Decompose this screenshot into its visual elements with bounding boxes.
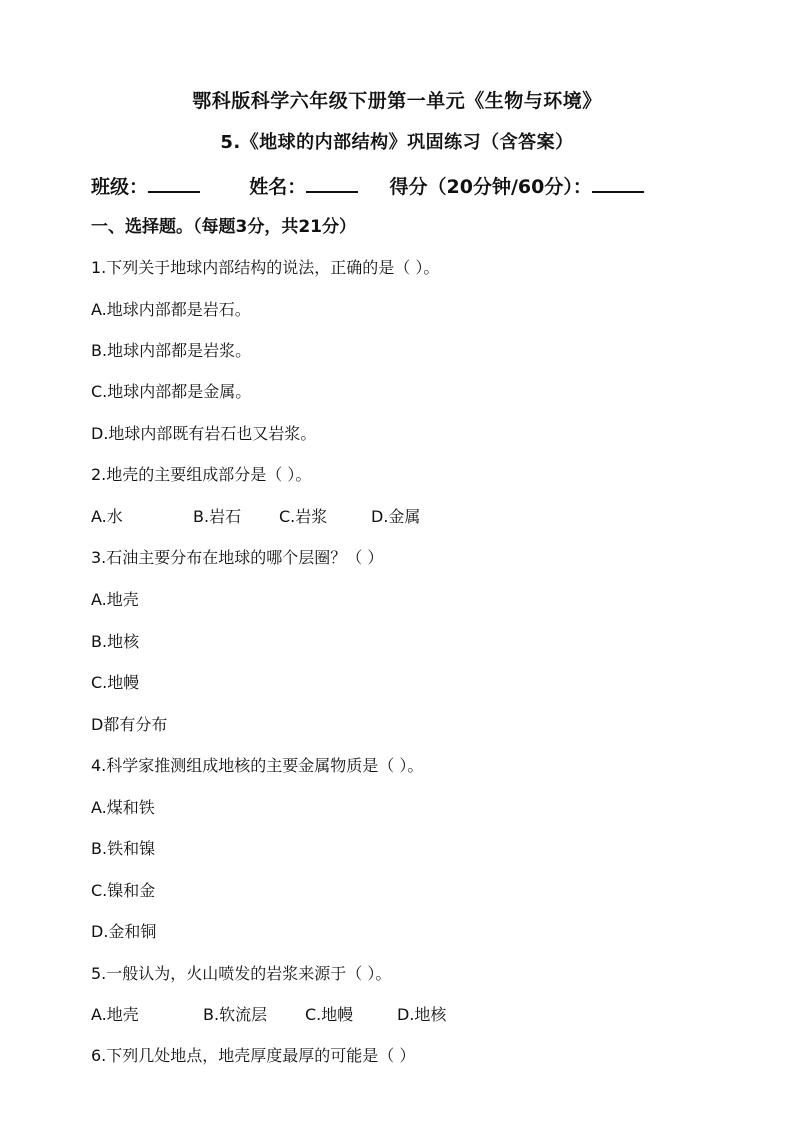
question-4: 4.科学家推测组成地核的主要金属物质是（ ）。 <box>91 756 424 775</box>
q5-option-c: C.地幔 <box>305 1005 354 1024</box>
q1-option-d: D.地球内部既有岩石也又岩浆。 <box>91 424 317 443</box>
page-subtitle: 5.《地球的内部结构》巩固练习（含答案） <box>220 132 574 153</box>
q2-option-c: C.岩浆 <box>279 507 328 526</box>
q1-option-b: B.地球内部都是岩浆。 <box>91 341 252 360</box>
q5-option-d: D.地核 <box>397 1005 447 1024</box>
section-heading: 一、选择题。（每题3分，共21分） <box>91 217 356 237</box>
q2-option-d: D.金属 <box>371 507 421 526</box>
score-label: 得分（20分钟/60分）： <box>389 176 592 198</box>
q3-option-d: D都有分布 <box>91 715 168 734</box>
q5-options-row <box>91 1002 446 1025</box>
q3-option-c: C.地幔 <box>91 673 140 692</box>
q1-option-a: A.地球内部都是岩石。 <box>91 300 251 319</box>
q5-option-b: B.软流层 <box>203 1005 268 1024</box>
q2-option-b: B.岩石 <box>193 507 242 526</box>
question-5: 5.一般认为，火山喷发的岩浆来源于（ ）。 <box>91 964 392 983</box>
name-blank <box>306 173 358 193</box>
q5-option-a: A.地壳 <box>91 1005 139 1024</box>
q2-options-row <box>91 504 420 527</box>
class-blank <box>148 173 200 193</box>
q4-option-a: A.煤和铁 <box>91 798 155 817</box>
question-6: 6.下列几处地点，地壳厚度最厚的可能是（ ） <box>91 1046 416 1065</box>
class-label: 班级： <box>91 176 149 198</box>
score-blank <box>592 173 644 193</box>
question-3: 3.石油主要分布在地球的哪个层圈？（ ） <box>91 548 384 567</box>
q4-option-b: B.铁和镍 <box>91 839 156 858</box>
q2-option-a: A.水 <box>91 507 123 526</box>
page-title: 鄂科版科学六年级下册第一单元《生物与环境》 <box>192 90 602 112</box>
q4-option-c: C.镍和金 <box>91 881 156 900</box>
student-info-row <box>91 172 644 199</box>
q3-option-b: B.地核 <box>91 632 140 651</box>
name-label: 姓名： <box>249 176 307 198</box>
q4-option-d: D.金和铜 <box>91 922 157 941</box>
q1-option-c: C.地球内部都是金属。 <box>91 382 252 401</box>
question-1: 1.下列关于地球内部结构的说法，正确的是（ ）。 <box>91 258 440 277</box>
question-2: 2.地壳的主要组成部分是（ ）。 <box>91 465 312 484</box>
q3-option-a: A.地壳 <box>91 590 139 609</box>
